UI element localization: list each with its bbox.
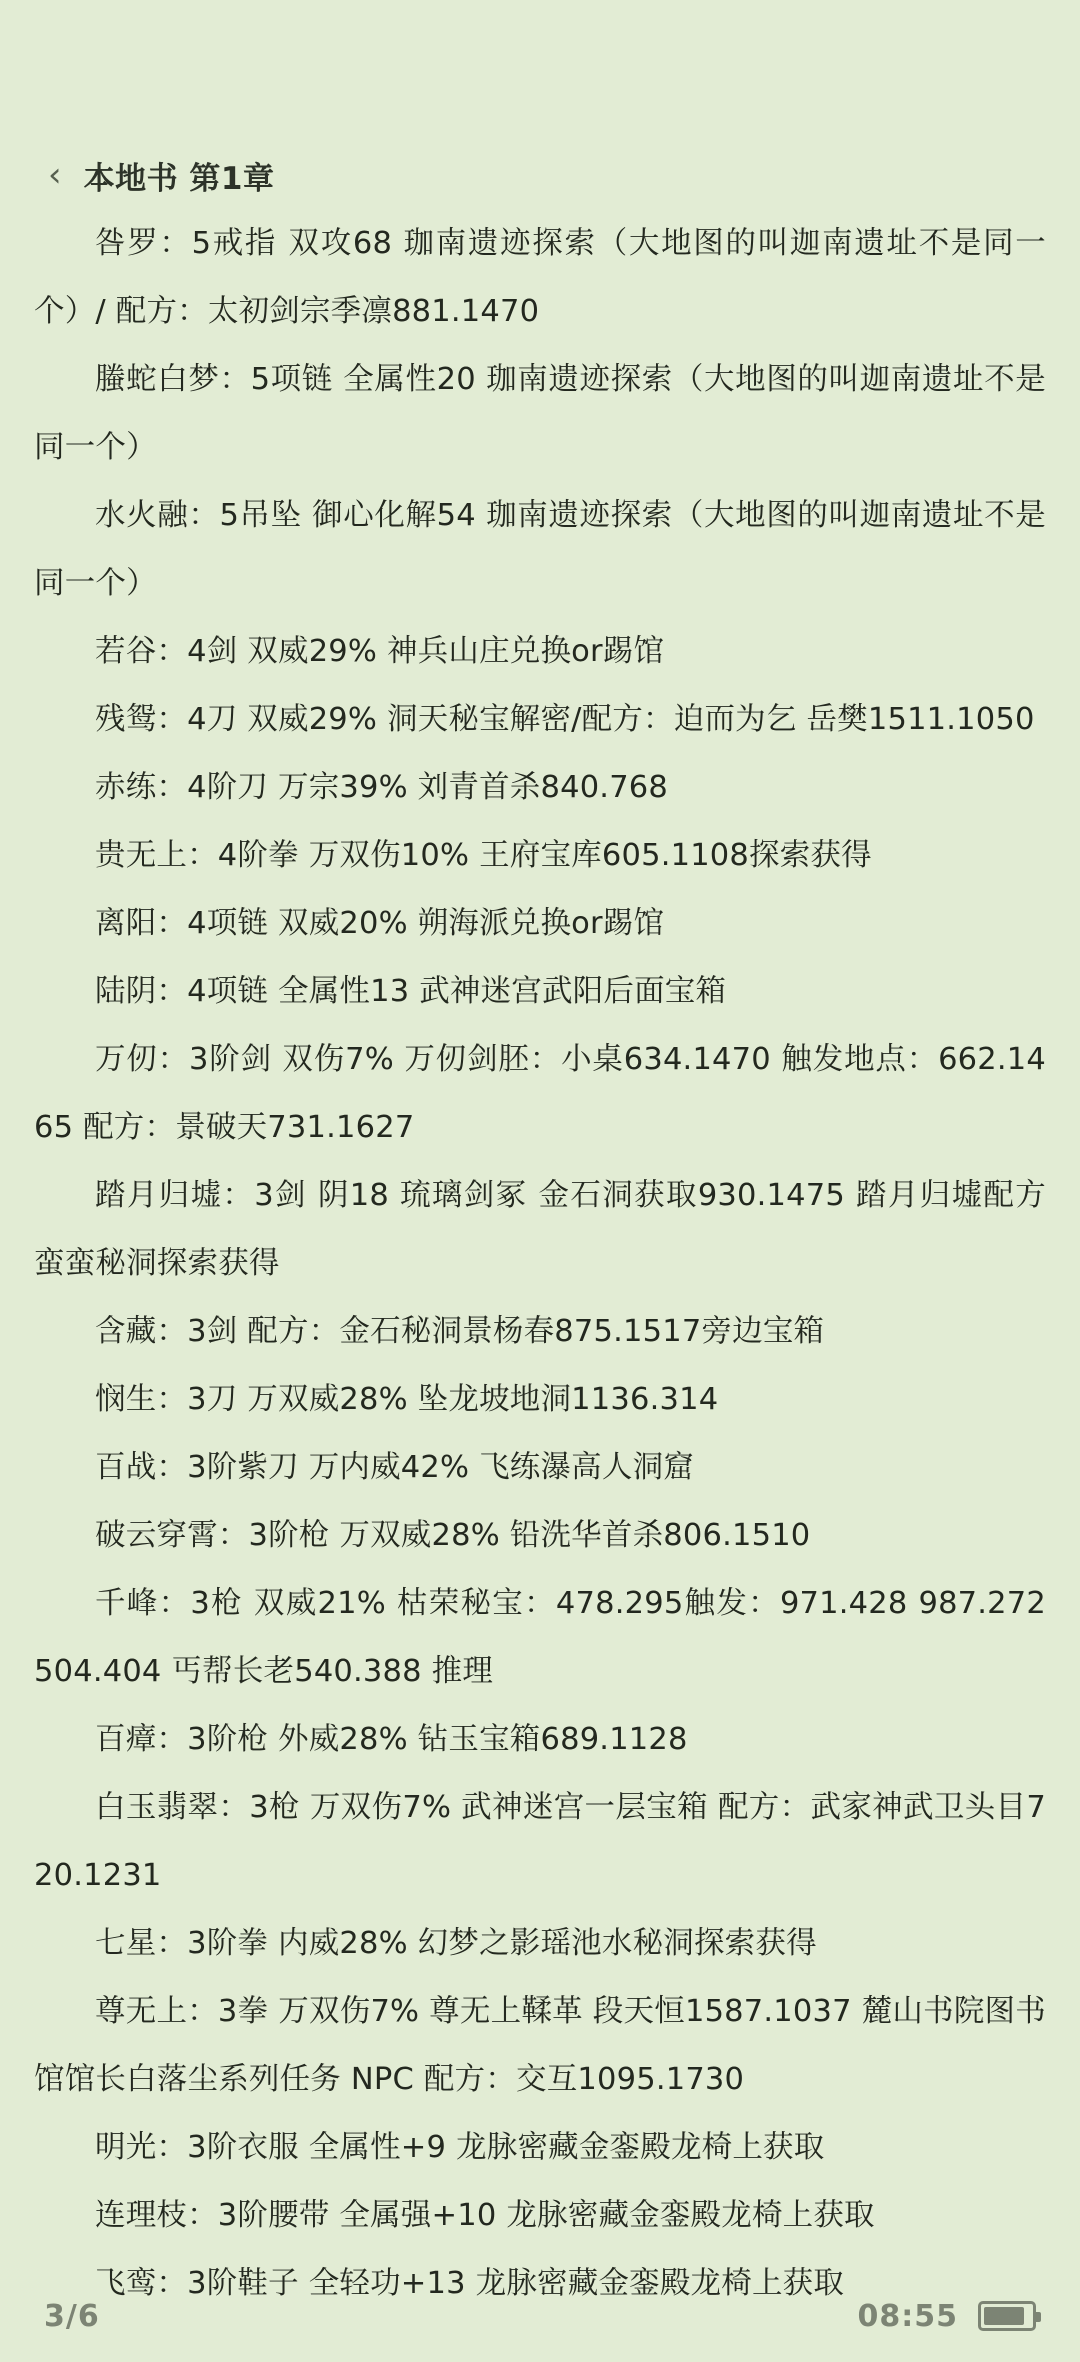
paragraph: 白玉翡翠：3枪 万双伤7% 武神迷宫一层宝箱 配方：武家神武卫头目720.1231	[34, 1790, 1046, 1893]
paragraph: 若谷：4剑 双威29% 神兵山庄兑换or踢馆	[95, 634, 665, 669]
paragraph: 离阳：4项链 双威20% 朔海派兑换or踢馆	[95, 906, 665, 941]
paragraph: 水火融：5吊坠 御心化解54 珈南遗迹探索（大地图的叫迦南遗址不是同一个）	[34, 498, 1046, 601]
page-title: 本地书 第1章	[83, 160, 275, 197]
page-indicator: 3/6	[44, 2298, 100, 2334]
paragraph: 贵无上：4阶拳 万双伤10% 王府宝库605.1108探索获得	[95, 838, 872, 873]
paragraph: 含藏：3剑 配方：金石秘洞景杨春875.1517旁边宝箱	[95, 1314, 825, 1349]
paragraph: 百瘴：3阶枪 外威28% 钻玉宝箱689.1128	[95, 1722, 688, 1757]
paragraph: 万仞：3阶剑 双伤7% 万仞剑胚：小桌634.1470 触发地点：662.1465 配方：景破天731.1627	[34, 1042, 1046, 1145]
paragraph: 千峰：3枪 双威21% 枯荣秘宝：478.295触发：971.428 987.272 504.404 丐帮长老540.388 推理	[34, 1586, 1046, 1689]
paragraph: 陆阴：4项链 全属性13 武神迷宫武阳后面宝箱	[95, 974, 727, 1009]
paragraph: 残鸳：4刀 双威29% 洞天秘宝解密/配方：迫而为乞 岳樊1511.1050	[95, 702, 1035, 737]
paragraph: 七星：3阶拳 内威28% 幻梦之影瑶池水秘洞探索获得	[95, 1926, 817, 1961]
paragraph: 悯生：3刀 万双威28% 坠龙坡地洞1136.314	[95, 1382, 719, 1417]
paragraph: 连理枝：3阶腰带 全属强+10 龙脉密藏金銮殿龙椅上获取	[95, 2198, 875, 2233]
paragraph: 尊无上：3拳 万双伤7% 尊无上鞣革 段天恒1587.1037 麓山书院图书馆馆长白落尘系列任务 NPC 配方：交互1095.1730	[34, 1994, 1046, 2097]
paragraph: 咎罗：5戒指 双攻68 珈南遗迹探索（大地图的叫迦南遗址不是同一个）/ 配方：太初剑宗季凛881.1470	[34, 226, 1046, 329]
paragraph: 螣蛇白梦：5项链 全属性20 珈南遗迹探索（大地图的叫迦南遗址不是同一个）	[34, 362, 1046, 465]
back-icon[interactable]: ‹	[48, 155, 62, 195]
paragraph: 破云穿霄：3阶枪 万双威28% 铅洗华首杀806.1510	[95, 1518, 811, 1553]
book-content[interactable]	[0, 210, 1080, 2301]
paragraph: 飞鸾：3阶鞋子 全轻功+13 龙脉密藏金銮殿龙椅上获取	[95, 2266, 845, 2301]
paragraph: 明光：3阶衣服 全属性+9 龙脉密藏金銮殿龙椅上获取	[95, 2130, 825, 2165]
reader-footer	[0, 2270, 1080, 2362]
paragraph: 踏月归墟：3剑 阴18 琉璃剑冢 金石洞获取930.1475 踏月归墟配方蛮蛮秘洞探索获得	[34, 1178, 1046, 1281]
reader-header	[0, 140, 1080, 210]
paragraph: 百战：3阶紫刀 万内威42% 飞练瀑高人洞窟	[95, 1450, 694, 1485]
status-area	[858, 2299, 1037, 2334]
paragraph: 赤练：4阶刀 万宗39% 刘青首杀840.768	[95, 770, 669, 805]
battery-icon	[978, 2301, 1036, 2331]
clock: 08:55	[857, 2298, 958, 2334]
